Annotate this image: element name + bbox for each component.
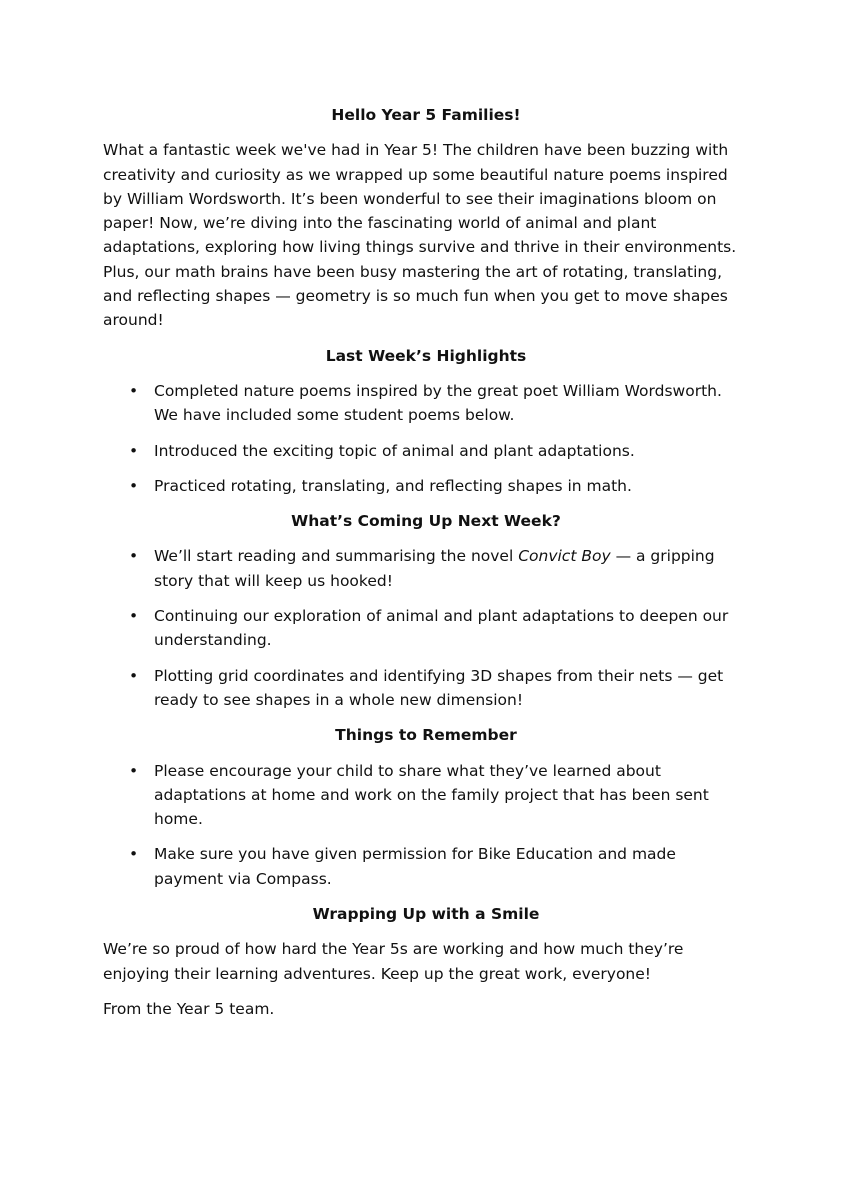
novel-title: Convict Boy <box>518 547 611 566</box>
coming-up-list <box>103 544 749 712</box>
coming-up-heading: What’s Coming Up Next Week? <box>291 512 561 531</box>
highlights-heading: Last Week’s Highlights <box>325 346 527 365</box>
list-item <box>103 604 749 653</box>
newsletter-document <box>103 103 749 1032</box>
list-item-text: Please encourage your child to share what they’ve learned about adaptations at home and work on the family project that has been sent home. <box>154 761 709 829</box>
wrap-up-heading: Wrapping Up with a Smile <box>312 905 540 924</box>
list-item-text: Introduced the exciting topic of animal and plant adaptations. <box>154 441 635 460</box>
bullet-icon: • <box>129 547 139 566</box>
bullet-icon: • <box>129 845 139 864</box>
list-item <box>103 842 749 891</box>
list-item-text: Completed nature poems inspired by the great poet William Wordsworth. We have included some student poems below. <box>154 381 722 425</box>
list-item-text-before: We’ll start reading and summarising the novel <box>154 547 519 566</box>
list-item <box>103 439 749 463</box>
highlights-list <box>103 379 749 498</box>
remember-list <box>103 759 749 891</box>
list-item <box>103 379 749 428</box>
list-item <box>103 759 749 832</box>
bullet-icon: • <box>129 476 139 495</box>
list-item-text: Continuing our exploration of animal and plant adaptations to deepen our understanding. <box>154 607 729 650</box>
signoff: From the Year 5 team. <box>103 999 275 1018</box>
list-item-text <box>154 547 715 589</box>
list-item <box>103 544 749 593</box>
intro-paragraph: What a fantastic week we've had in Year 5! The children have been buzzing with creativity and curiosity as we wrapped up some beautiful nature poems inspired by William Wordsworth. It’s been wonderful to see their imaginations bloom on paper! Now, we’re diving into the fascinating world of animal and plant adaptations, exploring how living things survive and thrive in their environments. Plus, our math brains have been busy mastering the art of rotating, translating, and reflecting shapes — geometry is so much fun when you get to move shapes around! <box>103 141 737 330</box>
list-item-text: Make sure you have given permission for Bike Education and made payment via Compass. <box>154 845 676 888</box>
list-item <box>103 664 749 713</box>
greeting-heading: Hello Year 5 Families! <box>331 106 521 124</box>
list-item <box>103 474 749 498</box>
bullet-icon: • <box>129 441 139 460</box>
remember-heading: Things to Remember <box>335 726 517 745</box>
list-item-text-after: — a gripping story that will keep us hooked! <box>154 547 715 590</box>
bullet-icon: • <box>129 761 139 780</box>
wrap-up-paragraph: We’re so proud of how hard the Year 5s are working and how much they’re enjoying their learning adventures. Keep up the great work, everyone! <box>103 940 684 983</box>
list-item-text: Practiced rotating, translating, and reflecting shapes in math. <box>154 476 632 495</box>
bullet-icon: • <box>129 666 139 685</box>
list-item-text: Plotting grid coordinates and identifying 3D shapes from their nets — get ready to see shapes in a whole new dimension! <box>154 666 724 709</box>
bullet-icon: • <box>129 607 139 626</box>
bullet-icon: • <box>129 381 139 400</box>
